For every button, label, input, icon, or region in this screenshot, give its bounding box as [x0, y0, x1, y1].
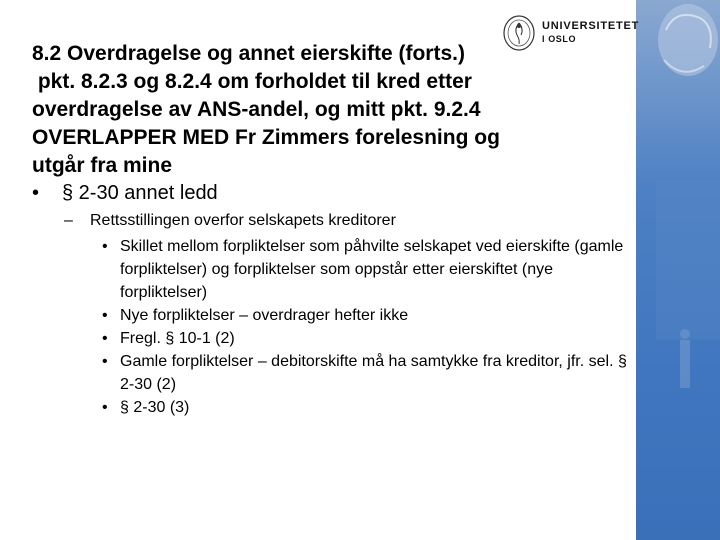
list-item	[102, 350, 635, 396]
bullet-level1	[32, 181, 632, 205]
list-item-text: Gamle forpliktelser – debitorskifte må ha samtykke fra kreditor, jfr. sel. § 2-30 (2)	[120, 353, 627, 393]
bullet-level1-text: § 2-30 annet ledd	[62, 182, 218, 204]
title-line: pkt. 8.2.3 og 8.2.4 om forholdet til kred etter	[32, 70, 472, 93]
bullet-dot-icon: •	[102, 307, 108, 324]
title-line: utgår fra mine	[32, 154, 173, 177]
logo-name-line1: UNIVERSITETET	[542, 20, 640, 32]
list-item-text: § 2-30 (3)	[120, 399, 190, 416]
slide-content	[32, 181, 632, 419]
title-line: 8.2 Overdragelse og annet eierskifte (forts.)	[32, 42, 465, 65]
list-item	[102, 235, 635, 304]
statue-illustration	[636, 0, 720, 540]
list-item	[102, 327, 635, 350]
list-item	[102, 304, 635, 327]
bullet-level2-text: Rettsstillingen overfor selskapets kreditorer	[90, 212, 396, 229]
logo-name-line2: I OSLO	[542, 34, 577, 44]
bullet-level2	[64, 211, 632, 231]
bullet-dot-icon: •	[102, 330, 108, 347]
list-item-text: Fregl. § 10-1 (2)	[120, 330, 235, 347]
bullet-dot-icon: •	[32, 182, 40, 204]
list-item-text: Nye forpliktelser – overdrager hefter ikke	[120, 307, 409, 324]
bullet-dot-icon: •	[102, 238, 108, 255]
bullet-level3-list	[32, 235, 632, 419]
decorative-side-strip	[636, 0, 720, 540]
title-line: overdragelse av ANS-andel, og mitt pkt. 9.2.4	[32, 98, 481, 121]
dash-icon: –	[64, 212, 73, 229]
slide-title	[32, 40, 592, 180]
title-line: OVERLAPPER MED Fr Zimmers forelesning og	[32, 126, 500, 149]
list-item	[102, 396, 635, 419]
bullet-dot-icon: •	[102, 399, 108, 416]
bullet-dot-icon: •	[102, 353, 108, 370]
list-item-text: Skillet mellom forpliktelser som påhvilte selskapet ved eierskifte (gamle forpliktelser) og forpliktelser som oppstår etter eierskiftet (nye forpliktelser)	[120, 238, 624, 301]
